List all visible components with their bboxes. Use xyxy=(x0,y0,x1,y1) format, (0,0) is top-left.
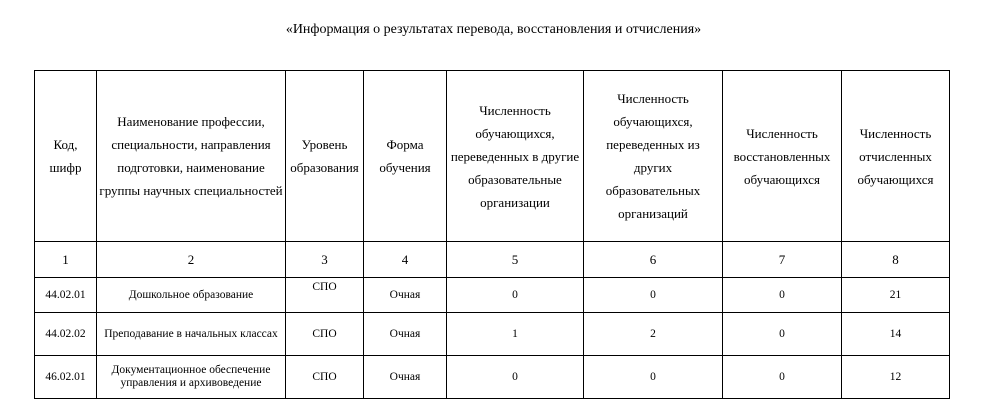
cell-name: Преподавание в начальных классах xyxy=(97,313,286,356)
report-table xyxy=(34,70,950,399)
column-number: 7 xyxy=(723,242,842,278)
column-number: 4 xyxy=(364,242,447,278)
table-title: «Информация о результатах перевода, восстановления и отчисления» xyxy=(285,22,702,37)
header-code: Код, шифр xyxy=(35,71,97,242)
header-restored: Численность восстановленных обучающихся xyxy=(723,71,842,242)
header-transferred-in: Численность обучающихся, переведенных из других образовательных организаций xyxy=(584,71,723,242)
cell-expelled: 12 xyxy=(842,356,950,399)
cell-transferred-out: 0 xyxy=(447,278,584,313)
cell-name: Документационное обеспечение управления и архивоведение xyxy=(97,356,286,399)
cell-transferred-in: 0 xyxy=(584,356,723,399)
column-number: 1 xyxy=(35,242,97,278)
column-number: 3 xyxy=(286,242,364,278)
cell-transferred-in: 2 xyxy=(584,313,723,356)
cell-code: 44.02.01 xyxy=(35,278,97,313)
column-number: 8 xyxy=(842,242,950,278)
table-row xyxy=(35,356,950,399)
cell-transferred-out: 1 xyxy=(447,313,584,356)
cell-transferred-out: 0 xyxy=(447,356,584,399)
column-number: 6 xyxy=(584,242,723,278)
table-row xyxy=(35,313,950,356)
table-row xyxy=(35,278,950,313)
cell-code: 44.02.02 xyxy=(35,313,97,356)
header-form: Форма обучения xyxy=(364,71,447,242)
cell-form: Очная xyxy=(364,356,447,399)
cell-form: Очная xyxy=(364,313,447,356)
cell-restored: 0 xyxy=(723,356,842,399)
header-transferred-out: Численность обучающихся, переведенных в другие образовательные организации xyxy=(447,71,584,242)
header-expelled: Численность отчисленных обучающихся xyxy=(842,71,950,242)
cell-expelled: 14 xyxy=(842,313,950,356)
cell-expelled: 21 xyxy=(842,278,950,313)
cell-level: СПО xyxy=(286,356,364,399)
cell-name: Дошкольное образование xyxy=(97,278,286,313)
header-level: Уровень образования xyxy=(286,71,364,242)
column-number: 5 xyxy=(447,242,584,278)
cell-restored: 0 xyxy=(723,313,842,356)
cell-restored: 0 xyxy=(723,278,842,313)
cell-code: 46.02.01 xyxy=(35,356,97,399)
cell-level: СПО xyxy=(286,313,364,356)
cell-form: Очная xyxy=(364,278,447,313)
header-name: Наименование профессии, специальности, направления подготовки, наименование группы научных специальностей xyxy=(97,71,286,242)
cell-transferred-in: 0 xyxy=(584,278,723,313)
cell-level: СПО xyxy=(286,278,364,313)
column-number: 2 xyxy=(97,242,286,278)
